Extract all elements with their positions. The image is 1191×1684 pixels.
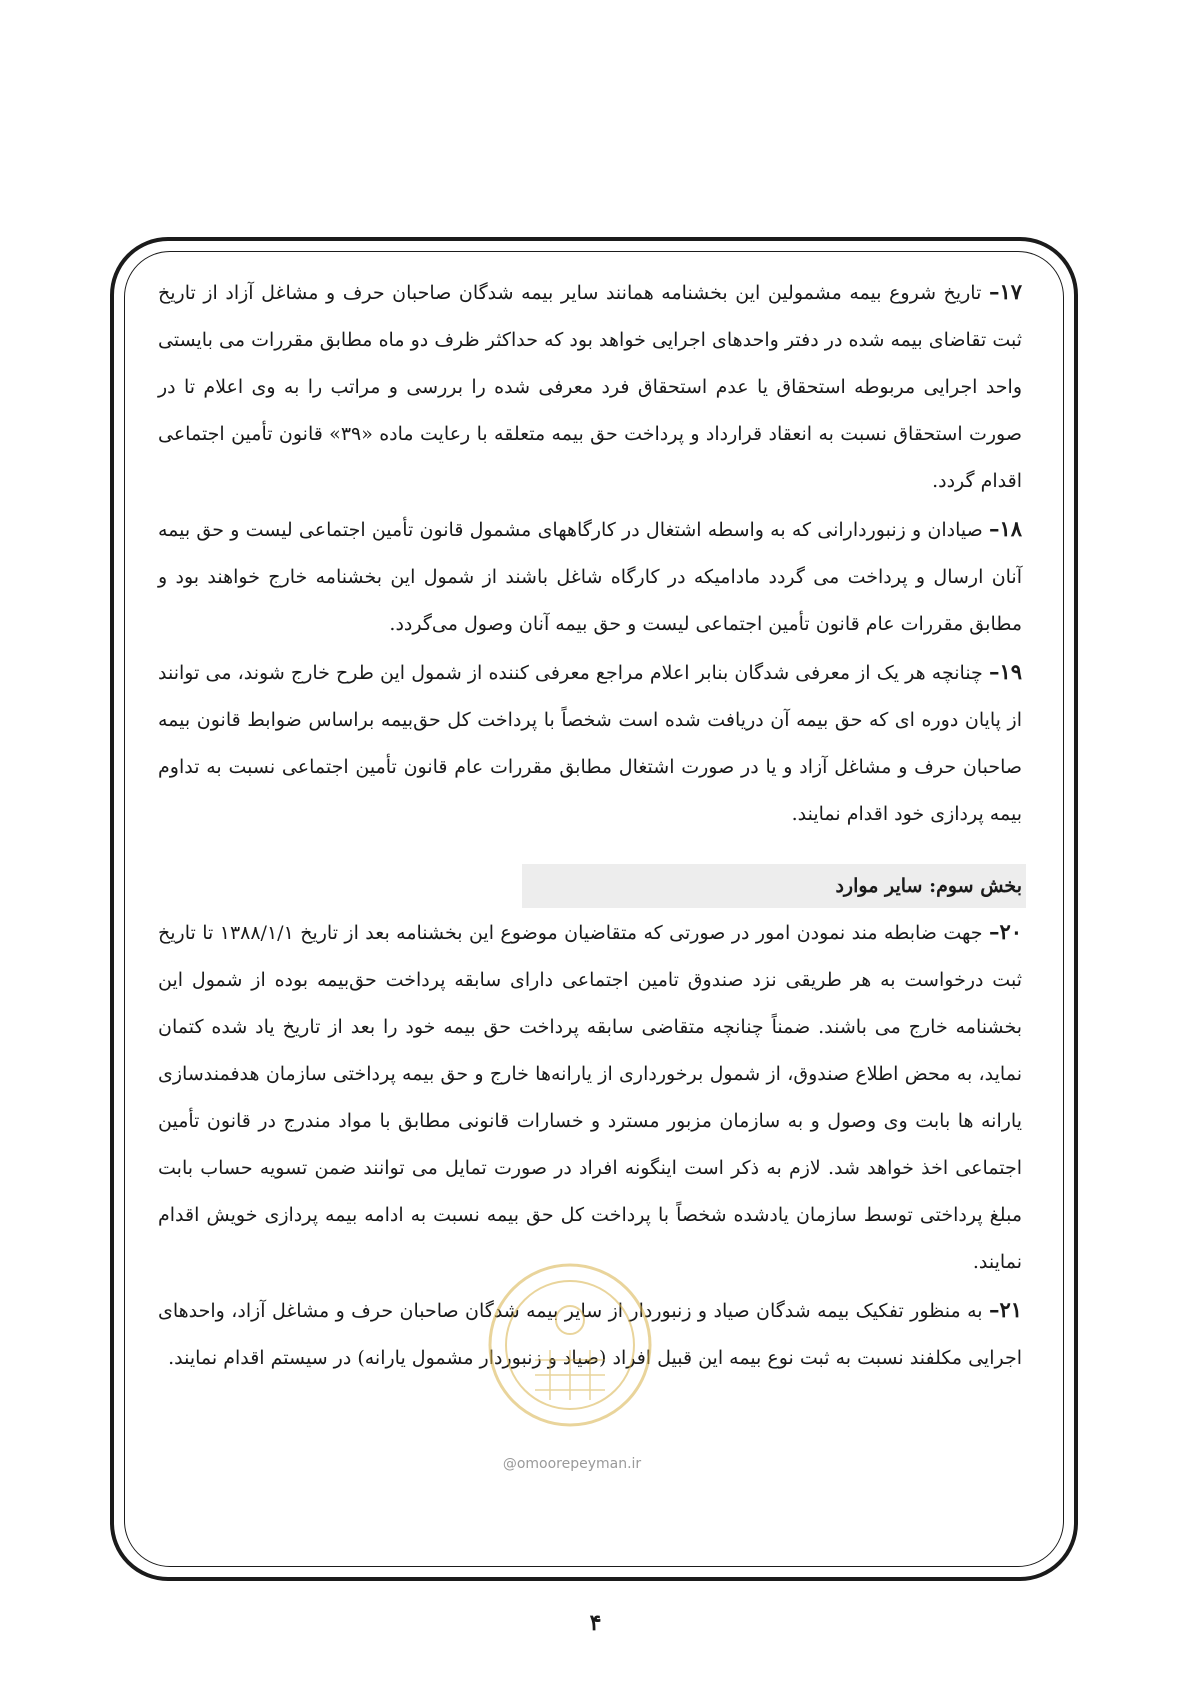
clause-text: صیادان و زنبوردارانی که به واسطه اشتغال در کارگاههای مشمول قانون تأمین اجتماعی لیست و حق بیمه آنان ارسال و پرداخت می گردد مادامیکه در کارگاه شاغل باشند از شمول این بخشنامه خارج خواهند بود و مطابق مقررات عام قانون تأمین اجتماعی لیست و حق بیمه آنان وصول می‌گردد. bbox=[158, 519, 1022, 635]
clause-number: ۲۰– bbox=[988, 919, 1022, 944]
clause-number: ۲۱– bbox=[988, 1297, 1022, 1322]
watermark-text: @omoorepeyman.ir bbox=[502, 1456, 642, 1472]
clause-19 bbox=[158, 648, 1022, 838]
clause-text: جهت ضابطه مند نمودن امور در صورتی که متقاضیان موضوع این بخشنامه بعد از تاریخ ۱۳۸۸/۱/۱ تا تاریخ ثبت درخواست به هر طریقی نزد صندوق تامین اجتماعی دارای سابقه پرداخت حق‌بیمه بوده از شمول این بخشنامه خارج می باشند. ضمناً چنانچه متقاضی سابقه پرداخت حق بیمه خود را بعد از تاریخ یاد شده کتمان نماید، به محض اطلاع صندوق، از شمول برخورداری از یارانه‌ها خارج و حق بیمه پرداختی سازمان هدفمندسازی یارانه ها بابت وی وصول و به سازمان مزبور مسترد و خسارات قانونی مطابق با مواد مندرج در قانون تأمین اجتماعی اخذ خواهد شد. لازم به ذکر است اینگونه افراد در صورت تمایل می توانند ضمن تسویه حساب بابت مبلغ پرداختی توسط سازمان یادشده شخصاً با پرداخت کل حق بیمه نسبت به ادامه بیمه پردازی خویش اقدام نمایند. bbox=[158, 922, 1022, 1273]
clause-number: ۱۷– bbox=[988, 279, 1022, 304]
section-heading: بخش سوم: سایر موارد bbox=[522, 864, 1026, 908]
clause-17 bbox=[158, 268, 1022, 505]
clause-number: ۱۸– bbox=[988, 516, 1022, 541]
clause-text: تاریخ شروع بیمه مشمولین این بخشنامه همانند سایر بیمه شدگان صاحبان حرف و مشاغل آزاد از تاریخ ثبت تقاضای بیمه شده در دفتر واحدهای اجرایی خواهد بود که حداکثر ظرف دو ماه مطابق مقررات می بایستی واحد اجرایی مربوطه استحقاق یا عدم استحقاق فرد معرفی شده را بررسی و مراتب را به وی اعلام تا در صورت استحقاق نسبت به انعقاد قرارداد و پرداخت حق بیمه متعلقه با رعایت ماده «۳۹» قانون تأمین اجتماعی اقدام گردد. bbox=[158, 282, 1023, 492]
clause-18 bbox=[158, 505, 1022, 648]
clause-number: ۱۹– bbox=[988, 659, 1022, 684]
clause-text: چنانچه هر یک از معرفی شدگان بنابر اعلام مراجع معرفی کننده از شمول این طرح خارج شوند، می توانند از پایان دوره ای که حق بیمه آن دریافت شده است شخصاً با پرداخت کل حق‌بیمه براساس ضوابط قانون بیمه صاحبان حرف و مشاغل آزاد و یا در صورت اشتغال مطابق مقررات عام قانون تأمین اجتماعی نسبت به تداوم بیمه پردازی خود اقدام نمایند. bbox=[158, 662, 1022, 825]
clause-text: به منظور تفکیک بیمه شدگان صیاد و زنبوردار از سایر بیمه شدگان صاحبان حرف و مشاغل آزاد، واحدهای اجرایی مکلفند نسبت به ثبت نوع بیمه این قبیل افراد (صیاد و زنبوردار مشمول یارانه) در سیستم اقدام نمایند. bbox=[158, 1300, 1022, 1369]
clause-20 bbox=[158, 908, 1022, 1286]
page-number: ۴ bbox=[589, 1610, 602, 1636]
watermark-seal-icon bbox=[480, 1250, 660, 1450]
